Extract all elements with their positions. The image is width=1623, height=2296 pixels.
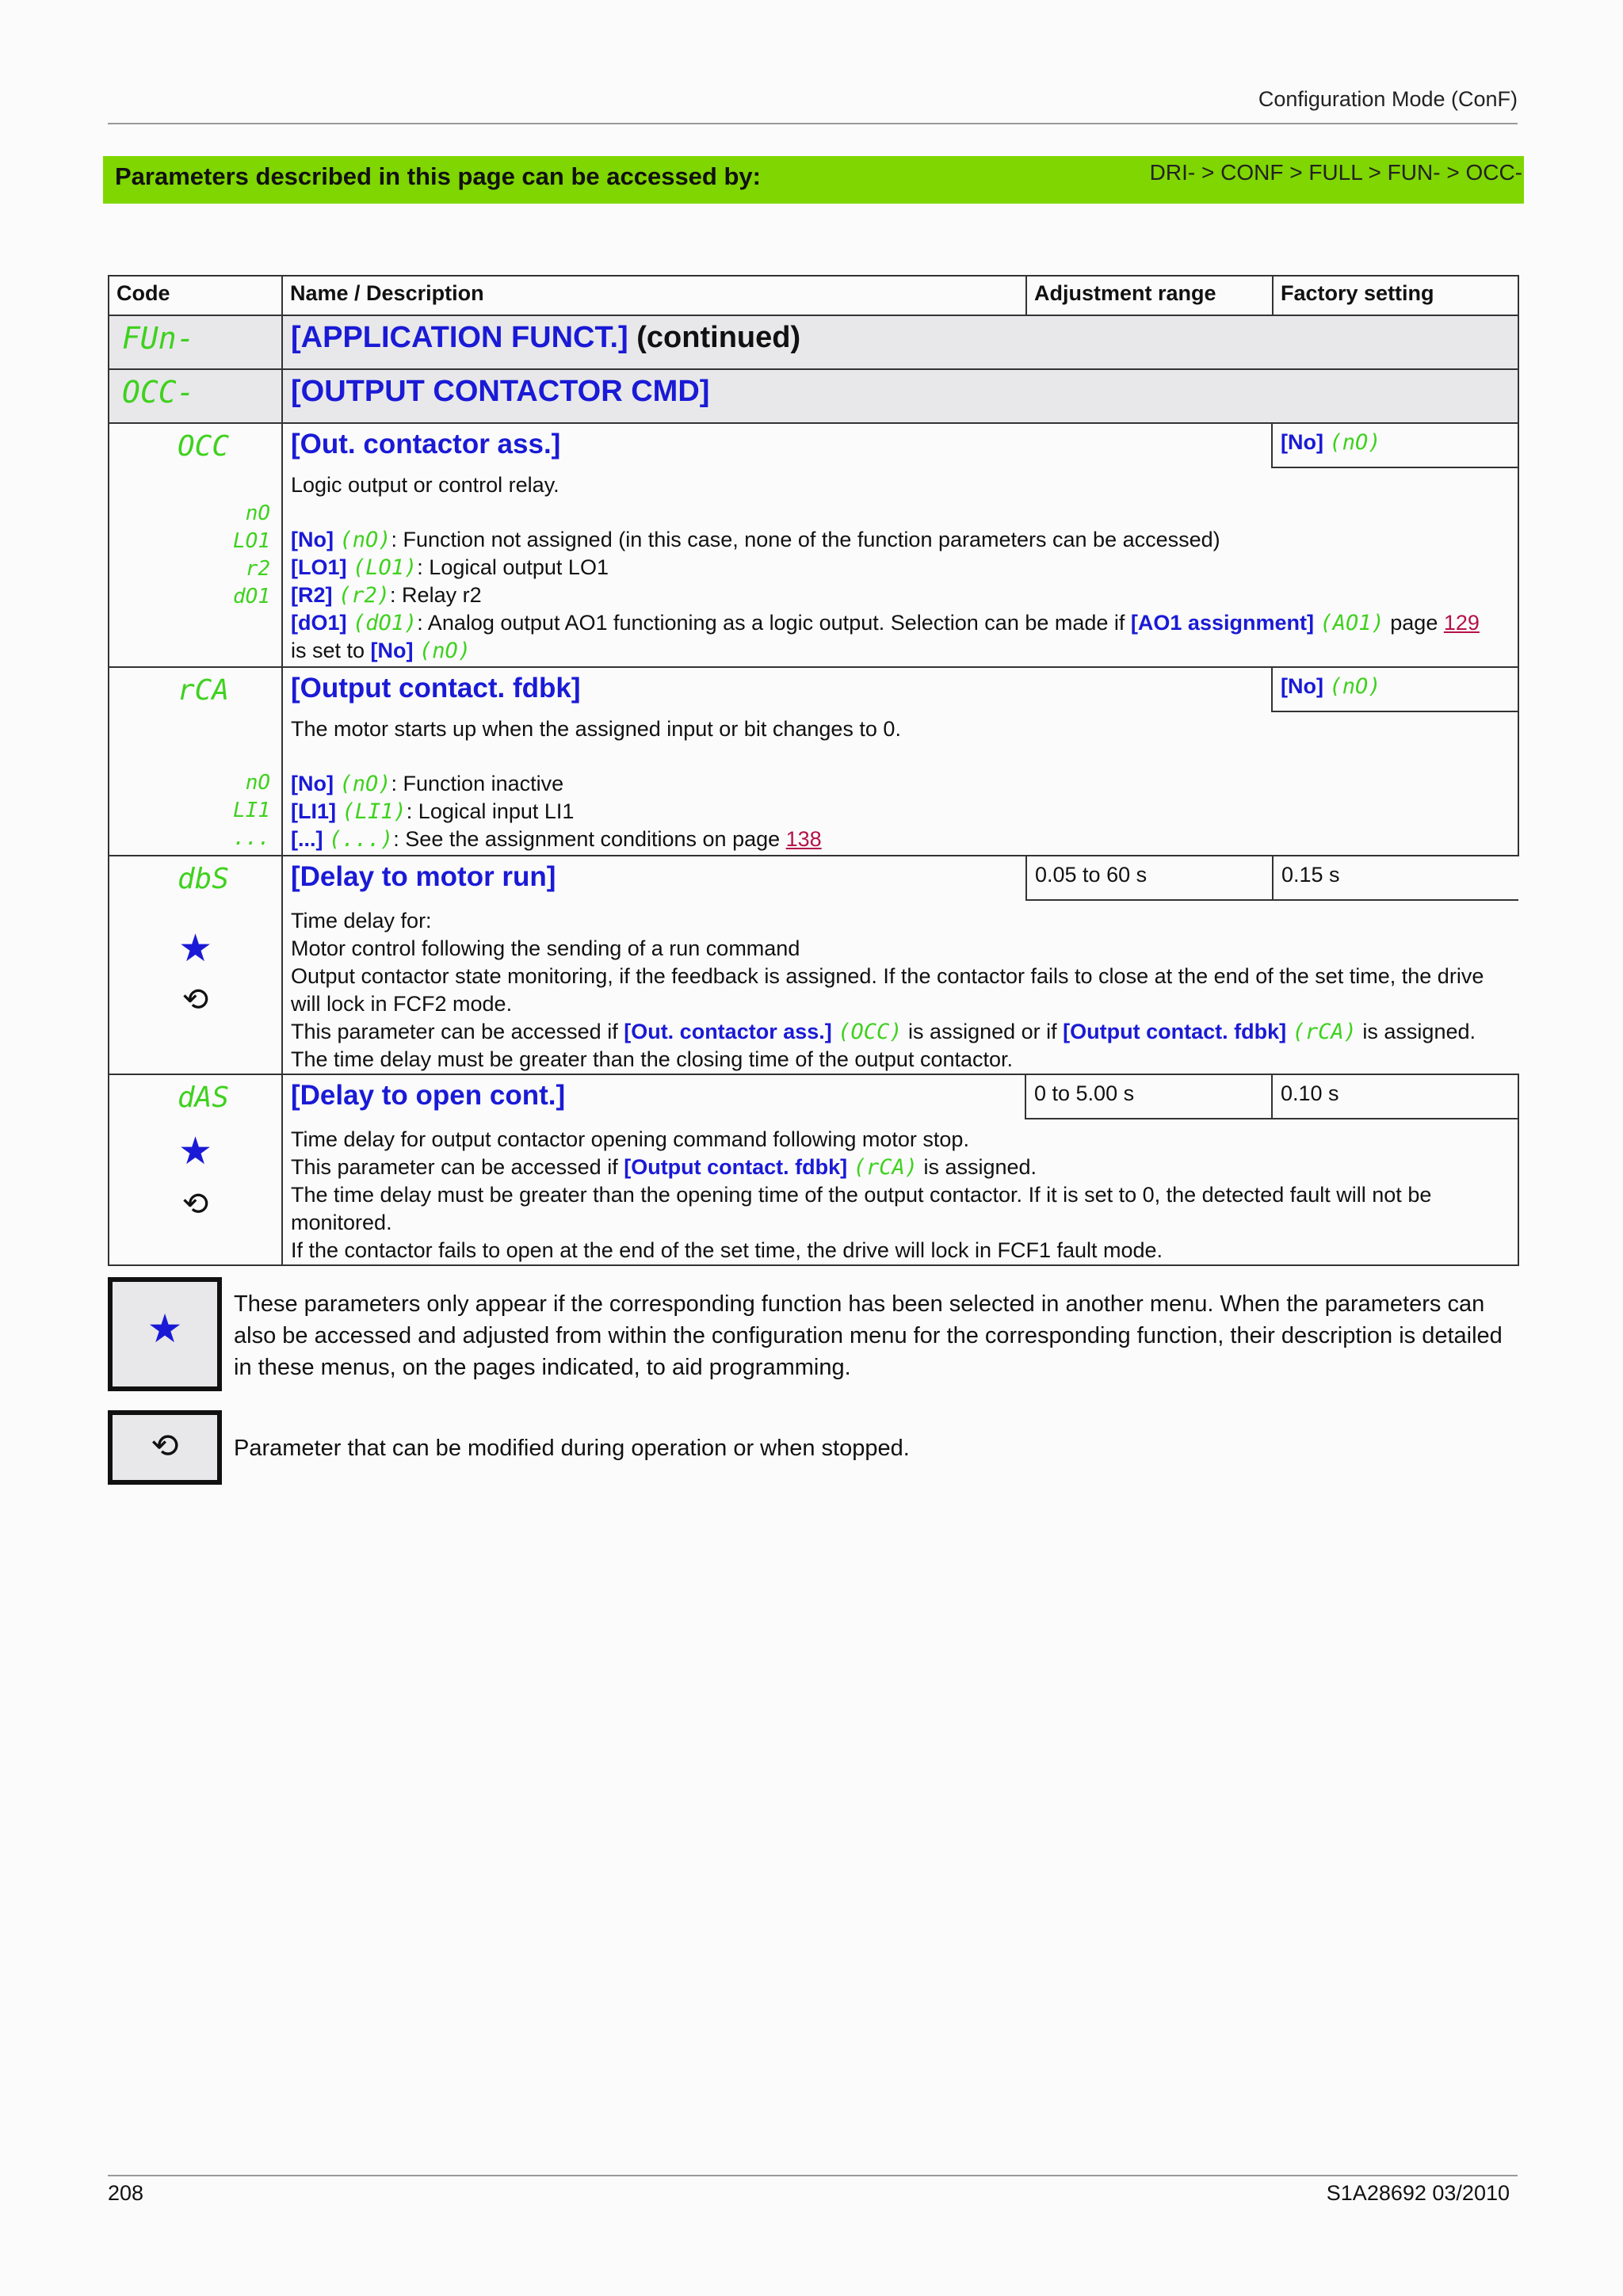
factory-setting-occ: [No] (nO)	[1271, 424, 1518, 468]
param-row-das	[109, 1074, 1518, 1265]
col-header-name: Name / Description	[282, 276, 1026, 315]
list-item: [No] (nO): Function inactive	[291, 772, 564, 796]
document-reference: S1A28692 03/2010	[1326, 2181, 1510, 2205]
section-code-fun: FUn-	[109, 315, 282, 369]
section-title: Configuration Mode (ConF)	[1258, 87, 1518, 111]
legend-cycle-text: Parameter that can be modified during operation or when stopped.	[234, 1436, 910, 1461]
param-code-rca: rCA	[177, 674, 229, 707]
option-code: LO1	[233, 529, 270, 553]
page-number: 208	[108, 2181, 144, 2205]
col-header-range: Adjustment range	[1026, 276, 1273, 315]
cycle-icon: ⟲	[181, 982, 209, 1017]
param-desc-das: Time delay for output contactor opening command following motor stop. This parameter can be accessed if [Output contact. fdbk] (rCA) is assigned. The time delay must be greater than the opening time of the output contactor. If it is set to 0, the detected fault will not be monitored. If the contactor fails to open at the end of the set time, the drive will lock in FCF1 fault mode.	[291, 1127, 1432, 1262]
star-icon: ★	[147, 1306, 183, 1351]
param-code-cell-rca	[109, 667, 282, 856]
page-link-138[interactable]: 138	[785, 827, 822, 851]
param-title-das: [Delay to open cont.]	[291, 1080, 566, 1111]
cycle-icon: ⟲	[151, 1427, 179, 1464]
param-row-rca	[109, 667, 1518, 856]
param-body-das	[282, 1074, 1518, 1265]
list-item: [No] (nO): Function not assigned (in this case, none of the function parameters can be accessed)	[291, 528, 1220, 552]
adjustment-range-dbs: 0.05 to 60 s	[1025, 856, 1272, 901]
section-title-occ: [OUTPUT CONTACTOR CMD]	[282, 369, 1518, 423]
option-code: LI1	[233, 799, 270, 822]
section-title-fun: [APPLICATION FUNCT.] (continued)	[282, 315, 1518, 369]
list-item: [LO1] (LO1): Logical output LO1	[291, 555, 609, 580]
param-body-dbs	[282, 856, 1518, 1074]
access-label: Parameters described in this page can be accessed by:	[115, 162, 761, 190]
legend-star-box	[108, 1277, 222, 1391]
list-item: [R2] (r2): Relay r2	[291, 583, 482, 608]
option-code: ...	[233, 826, 270, 850]
col-header-factory: Factory setting	[1273, 276, 1518, 315]
page-link-129[interactable]: 129	[1443, 611, 1480, 635]
option-list-occ	[283, 526, 1518, 665]
list-item: [...] (...): See the assignment conditions on page 138	[291, 827, 822, 852]
option-code: r2	[245, 557, 270, 581]
param-body-occ	[282, 423, 1518, 667]
param-code-cell-occ	[109, 423, 282, 667]
factory-setting-rca: [No] (nO)	[1271, 668, 1518, 712]
option-code: dO1	[233, 585, 270, 608]
footer-rule	[108, 2175, 1518, 2176]
star-icon: ★	[178, 928, 213, 970]
param-title-occ: [Out. contactor ass.]	[291, 429, 561, 460]
param-title-dbs: [Delay to motor run]	[291, 861, 556, 892]
option-list-rca	[283, 770, 1518, 853]
cycle-icon: ⟲	[181, 1187, 209, 1222]
param-desc-rca: The motor starts up when the assigned input or bit changes to 0.	[291, 717, 901, 741]
param-code-dbs: dbS	[177, 863, 229, 895]
col-header-code: Code	[109, 276, 282, 315]
section-row-occ	[109, 369, 1518, 423]
section-code-occ: OCC-	[109, 369, 282, 423]
factory-setting-das: 0.10 s	[1271, 1075, 1518, 1119]
param-code-das: dAS	[177, 1081, 229, 1114]
option-code: nO	[245, 771, 270, 795]
param-body-rca	[282, 667, 1518, 856]
factory-setting-dbs: 0.15 s	[1272, 856, 1518, 901]
parameter-table	[108, 275, 1519, 1266]
param-desc-occ: Logic output or control relay.	[291, 473, 559, 497]
list-item: [LI1] (LI1): Logical input LI1	[291, 799, 575, 824]
legend-cycle-box	[108, 1410, 222, 1485]
param-row-dbs	[109, 856, 1518, 1074]
legend-star-text: These parameters only appear if the corresponding function has been selected in another menu. When the parameters can also be accessed and adjusted from within the configuration menu for the corresponding function, their description is detailed in these menus, on the pages indicated, to aid programming.	[234, 1291, 1503, 1380]
param-desc-dbs: Time delay for: Motor control following the sending of a run command Output contactor state monitoring, if the feedback is assigned. If the contactor fails to close at the end of the set time, the drive will lock in FCF2 mode. This parameter can be accessed if [Out. contactor ass.] (OCC) is assigned or if [Output contact. fdbk] (rCA) is assigned. The time delay must be greater than the closing time of the output contactor.	[291, 909, 1484, 1071]
list-item: [dO1] (dO1): Analog output AO1 functioning as a logic output. Selection can be made if [AO1 assignment] (AO1) page 129	[291, 611, 1480, 635]
param-code-cell-dbs	[109, 856, 282, 1074]
param-code-occ: OCC	[177, 430, 229, 463]
access-path: DRI- > CONF > FULL > FUN- > OCC-	[1149, 160, 1522, 185]
star-icon: ★	[178, 1131, 213, 1173]
section-row-fun	[109, 315, 1518, 369]
param-row-occ	[109, 423, 1518, 667]
list-item: is set to [No] (nO)	[291, 639, 472, 663]
adjustment-range-das: 0 to 5.00 s	[1025, 1075, 1271, 1119]
param-title-rca: [Output contact. fdbk]	[291, 673, 581, 704]
param-code-cell-das	[109, 1074, 282, 1265]
table-header-row	[109, 276, 1518, 315]
option-code: nO	[245, 502, 270, 525]
header-rule	[108, 123, 1518, 124]
